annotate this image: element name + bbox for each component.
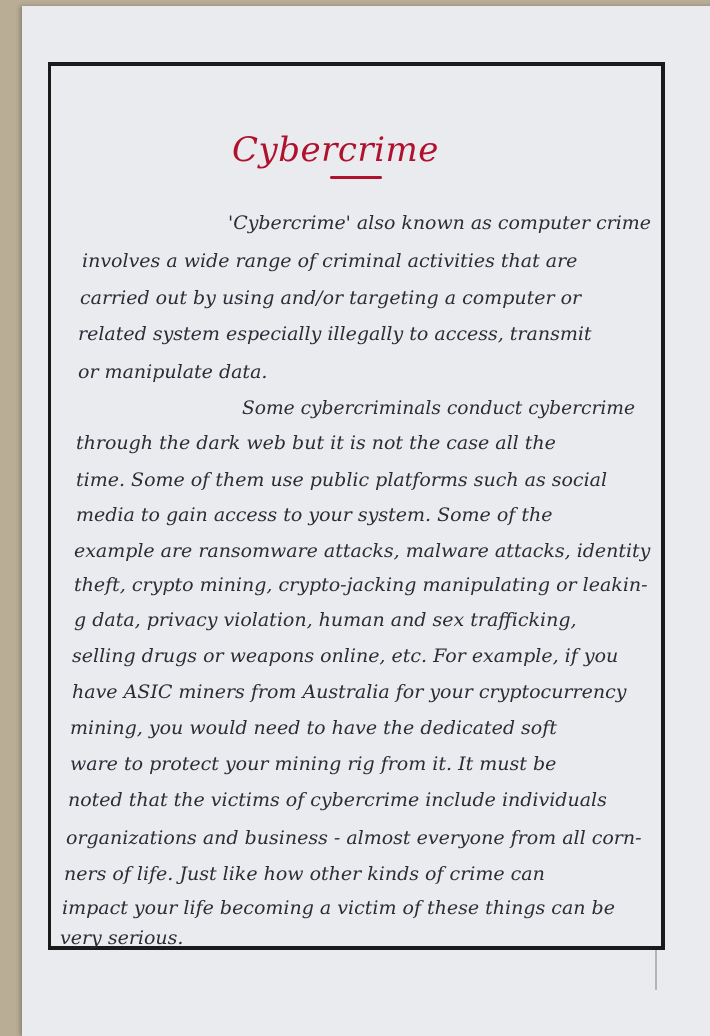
text-line: media to gain access to your system. Some of the [76,504,553,526]
text-line: mining, you would need to have the dedicated soft [70,717,557,739]
text-line: impact your life becoming a victim of these things can be [62,897,615,919]
text-line: theft, crypto mining, crypto-jacking manipulating or leakin- [74,574,648,596]
text-line: or manipulate data. [78,361,268,383]
text-line: selling drugs or weapons online, etc. For example, if you [72,645,619,667]
text-line: 'Cybercrime' also known as computer crime [228,212,651,234]
text-line: involves a wide range of criminal activities that are [82,250,578,272]
text-line: noted that the victims of cybercrime include individuals [68,789,607,811]
text-line: very serious. [60,927,184,949]
text-line: organizations and business - almost everyone from all corn- [66,827,642,849]
title-underline [330,176,382,179]
text-line: time. Some of them use public platforms such as social [76,469,608,491]
text-line: related system especially illegally to access, transmit [78,323,592,345]
text-line: Some cybercriminals conduct cybercrime [242,398,635,419]
page-title: Cybercrime [232,130,439,170]
text-line: carried out by using and/or targeting a computer or [80,287,582,309]
text-line: ware to protect your mining rig from it. It must be [70,753,557,775]
text-line: g data, privacy violation, human and sex trafficking, [74,609,577,631]
text-line: example are ransomware attacks, malware attacks, identity [74,540,651,562]
paper-edge [655,950,657,990]
text-line: through the dark web but it is not the case all the [76,432,556,454]
text-line: have ASIC miners from Australia for your cryptocurrency [72,681,627,703]
text-line: ners of life. Just like how other kinds of crime can [64,863,545,885]
